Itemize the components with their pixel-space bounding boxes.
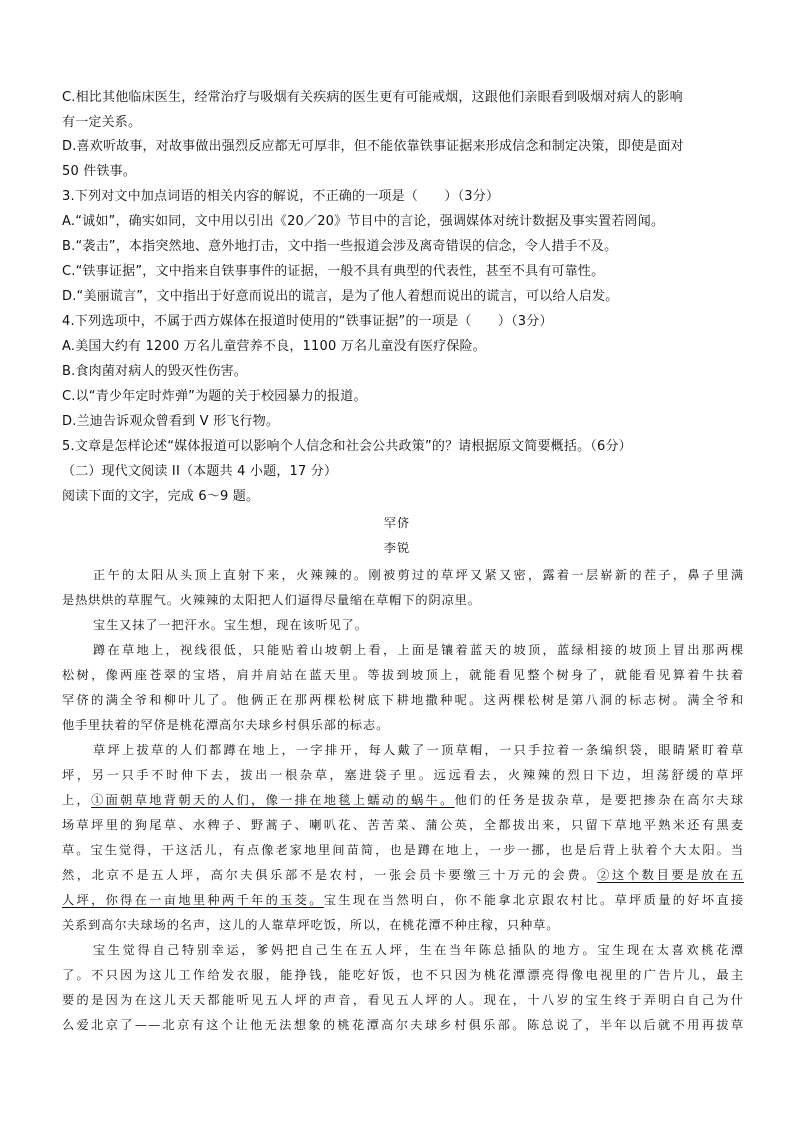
question-5: 5.文章是怎样论述“媒体报道可以影响个人信念和社会公共政策”的？请根据原文简要概括。（6分）	[62, 439, 632, 454]
question-4-option-d: D.兰迪告诉观众曾看到 V 形飞行物。	[62, 414, 280, 429]
question-4: 4.下列选项中，不属于西方媒体在报道时使用的“铁事证据”的一项是（ ）（3分）	[62, 314, 553, 329]
underlined-sentence-1: ①面朝草地背朝天的人们，像一排在地毯上蠕动的蜗牛。	[91, 793, 455, 807]
story-p4-line-5: 草。宝生觉得，干这活儿，有点像老家地里间苗简，也是蹲在地上，一步一挪，也是后背上驮着个大太阳。当	[62, 843, 744, 857]
story-p2: 宝生又抹了一把汗水。宝生想，现在该听见了。	[93, 618, 368, 632]
story-p1-line-1: 正午的太阳从头顶上直射下来，火辣辣的。刚被剪过的草坪又紧又密，露着一层崭新的茬子，鼻子里满	[93, 568, 744, 582]
story-p3-line-1: 蹲在草地上，视线很低，只能贴着山坡朝上看，上面是镶着蓝天的坡顶，蓝绿相接的坡顶上冒出那两棵	[93, 643, 744, 657]
section-heading: （二）现代文阅读 II（本题共 4 小题，17 分）	[62, 464, 338, 479]
question-3: 3.下列对文中加点词语的相关内容的解说，不正确的一项是（ ）（3分）	[62, 189, 500, 204]
question-4-option-b: B.食肉菌对病人的毁灭性伤害。	[62, 364, 248, 379]
question-3-option-c: C.“铁事证据”，文中指来自铁事事件的证据，一般不具有典型的代表性，甚至不具有可靠性。	[62, 264, 605, 279]
story-p4-line-3-post: 他们的任务是拔杂草，是要把掺杂在高尔夫球	[454, 793, 745, 807]
story-p4-line-4: 场草坪里的狗尾草、水稗子、野蒿子、喇叭花、苦苦菜、蒲公英，全都拔出来，只留下草地平熟米还有黑麦	[62, 818, 744, 832]
underlined-sentence-2-start: ②这个数目要是放在五	[597, 868, 744, 882]
story-p3-line-3: 罕侪的满全爷和柳叶儿了。他俩正在那两棵松树底下耕地撒种呢。这两棵松树是第八洞的标志树。满全爷和	[62, 693, 744, 707]
story-p3-line-4: 他手里扶着的罕侪是桃花潭高尔夫球乡村俱乐部的标志。	[62, 718, 390, 732]
question-3-option-a: A.“诚如”，确实如同，文中用以引出《20／20》节目中的言论，强调媒体对统计数据及事实置若罔闻。	[62, 214, 665, 229]
story-p4-line-3	[62, 790, 744, 810]
story-p4-line-2: 坪，另一只手不时伸下去，拔出一根杂草，塞进袋子里。远远看去，火辣辣的烈日下边，坦荡舒缓的草坪	[62, 768, 744, 782]
story-p4-line-6	[62, 865, 744, 885]
option-c-line-1: C.相比其他临床医生，经常治疗与吸烟有关疾病的医生更有可能戒烟，这跟他们亲眼看到吸烟对病人的影响	[62, 90, 683, 105]
story-p1-line-2: 是热烘烘的草腥气。火辣辣的太阳把人们逼得尽量缩在草帽下的阴凉里。	[62, 593, 481, 607]
story-p5-line-3: 要的是因为在这儿天天都能听见五人坪的声音，看见五人坪的人。现在，十八岁的宝生终于弄明白自己为什	[62, 993, 744, 1007]
story-p4-line-8: 关系到高尔夫球场的名声，这儿的人靠草坪吃饭，所以，在桃花潭不种庄稼，只种草。	[62, 918, 560, 932]
option-d-line-2: 50 件铁事。	[62, 164, 137, 179]
story-p4-line-6-pre: 然，北京不是五人坪，高尔夫俱乐部不是农村，一张会员卡要缴三十万元的会费。	[62, 868, 598, 882]
underlined-sentence-2-end: 人坪，你得在一亩地里种两千年的玉茭。	[62, 893, 324, 907]
question-3-option-d: D.“美丽谎言”，文中指出于好意而说出的谎言，是为了他人着想而说出的谎言，可以给人启发。	[62, 289, 619, 304]
story-author: 李锐	[383, 541, 411, 555]
story-p4-line-1: 草坪上拔草的人们都蹲在地上，一字排开，每人戴了一顶草帽，一只手拉着一条编织袋，眼睛紧盯着草	[93, 743, 744, 757]
story-p3-line-2: 松树，像两座苍翠的宝塔，肩并肩站在蓝天里。等拔到坡顶上，就能看见整个树身了，就能看见算着牛扶着	[62, 668, 744, 682]
story-title: 罕侪	[383, 516, 411, 530]
story-p4-line-7-post: 宝生现在当然明白，你不能拿北京跟农村比。草坪质量的好坏直接	[323, 893, 744, 907]
story-p4-line-7	[62, 890, 744, 910]
question-4-option-c: C.以“青少年定时炸弹”为题的关于校园暴力的报道。	[62, 389, 367, 404]
story-p5-line-1: 宝生觉得自己特别幸运，爹妈把自己生在五人坪，生在当年陈总插队的地方。宝生现在太喜欢桃花潭	[93, 943, 744, 957]
question-3-option-b: B.“袭击”，本指突然地、意外地打击，文中指一些报道会涉及离奇错误的信念，令人措手不及。	[62, 239, 618, 254]
story-p5-line-4: 么爱北京了——北京有这个让他无法想象的桃花潭高尔夫球乡村俱乐部。陈总说了，半年以后就不用再拔草	[62, 1018, 744, 1032]
reading-instruction: 阅读下面的文字，完成 6～9 题。	[62, 489, 260, 504]
story-p4-line-3-pre: 上，	[62, 793, 92, 807]
option-c-line-2: 有一定关系。	[62, 115, 142, 130]
option-d-line-1: D.喜欢听故事，对故事做出强烈反应都无可厚非，但不能依靠铁事证据来形成信念和制定决策，即使是面对	[62, 139, 684, 154]
question-4-option-a: A.美国大约有 1200 万名儿童营养不良，1100 万名儿童没有医疗保险。	[62, 339, 486, 354]
story-p5-line-2: 了。不只因为这儿工作给发衣服，能挣钱，能吃好饭，也不只因为桃花潭漂亮得像电视里的广告片儿，最主	[62, 968, 744, 982]
